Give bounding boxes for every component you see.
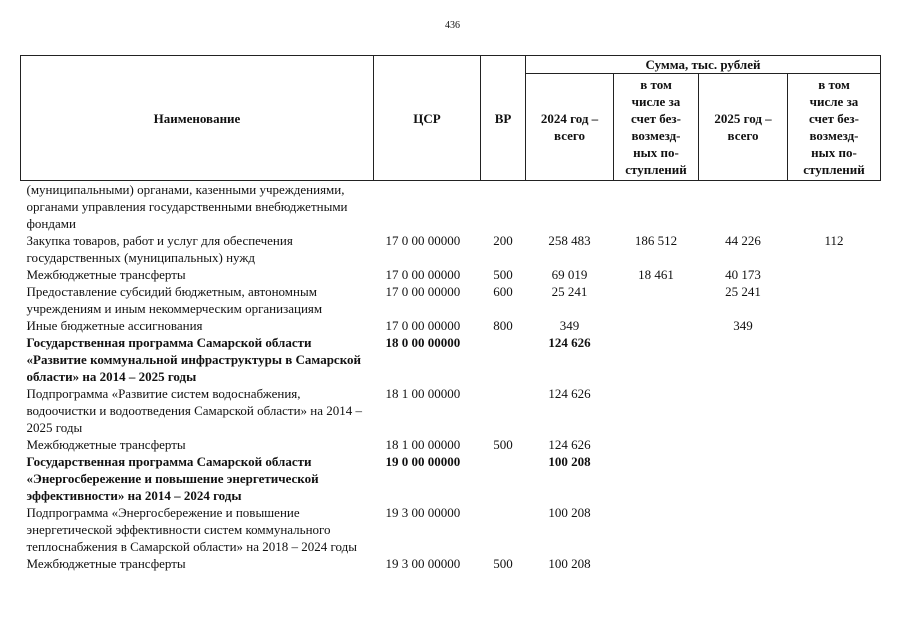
- row-csr: 18 1 00 00000: [385, 386, 461, 401]
- row-2024-free: 186 512: [634, 233, 678, 248]
- table-row: [21, 283, 881, 317]
- row-name: Подпрограмма «Развитие систем водоснабжения, водоочистки и водоотведения Самарской области» на 2014 – 2025 годы: [26, 386, 363, 435]
- row-name: Межбюджетные трансферты: [26, 556, 186, 571]
- row-2024-total: 69 019: [551, 267, 588, 282]
- row-2025-total: [699, 555, 788, 572]
- row-2025-total: [699, 453, 788, 504]
- row-2025-total: 349: [733, 318, 753, 333]
- row-2024-total: 100 208: [548, 454, 591, 469]
- row-2025-total: [699, 504, 788, 555]
- row-vr: 200: [493, 233, 513, 248]
- row-2025-free: 112: [824, 233, 844, 248]
- row-2024-total: 100 208: [548, 556, 591, 571]
- row-2024-total: [526, 181, 614, 233]
- budget-table: [20, 55, 881, 572]
- row-2025-total: 25 241: [725, 284, 761, 299]
- table-row: [21, 232, 881, 266]
- header-csr: ЦСР: [374, 56, 481, 181]
- table-row: [21, 555, 881, 572]
- row-name: Государственная программа Самарской области «Энергосбережение и повышение энергетической эффективности» на 2014 – 2024 годы: [26, 454, 319, 503]
- row-csr: 17 0 00 00000: [385, 267, 461, 282]
- table-row: [21, 436, 881, 453]
- header-2024-total: 2024 год – всего: [526, 74, 614, 181]
- table-row: [21, 317, 881, 334]
- header-name: Наименование: [21, 56, 374, 181]
- table-header: [21, 56, 881, 181]
- row-vr: [481, 334, 526, 385]
- row-csr: 17 0 00 00000: [385, 233, 461, 248]
- row-2025-free: [788, 283, 881, 317]
- row-2025-total: 44 226: [725, 233, 761, 248]
- row-2025-total: [699, 181, 788, 233]
- table-row-program: [21, 334, 881, 385]
- row-2024-free: [614, 385, 699, 436]
- row-2024-free: [614, 555, 699, 572]
- row-2025-free: [788, 181, 881, 233]
- row-csr: [374, 181, 481, 233]
- row-2024-free: [614, 436, 699, 453]
- row-2025-free: [788, 385, 881, 436]
- row-name: Межбюджетные трансферты: [26, 437, 186, 452]
- row-csr: 19 3 00 00000: [385, 556, 461, 571]
- table-row: [21, 504, 881, 555]
- header-2025-free: в том числе за счет без- возмезд- ных по- ступлений: [788, 74, 881, 181]
- row-2024-free: [614, 283, 699, 317]
- table-row-program: [21, 453, 881, 504]
- row-vr: 500: [493, 437, 513, 452]
- row-2024-free: [614, 504, 699, 555]
- row-csr: 19 0 00 00000: [385, 454, 461, 469]
- row-2024-total: 124 626: [548, 335, 591, 350]
- row-2024-total: 124 626: [548, 386, 591, 401]
- row-csr: 17 0 00 00000: [385, 284, 461, 299]
- row-vr: [481, 504, 526, 555]
- row-2025-free: [788, 436, 881, 453]
- row-vr: 500: [493, 556, 513, 571]
- row-2025-free: [788, 317, 881, 334]
- row-2025-free: [788, 334, 881, 385]
- row-name: Межбюджетные трансферты: [26, 267, 186, 282]
- row-2024-total: 25 241: [551, 284, 588, 299]
- header-2024-free: в том числе за счет без- возмезд- ных по- ступлений: [614, 74, 699, 181]
- row-csr: 17 0 00 00000: [385, 318, 461, 333]
- row-2025-free: [788, 555, 881, 572]
- row-name: Государственная программа Самарской области «Развитие коммунальной инфраструктуры в Самарской области» на 2014 – 2025 годы: [26, 335, 362, 384]
- row-2024-free: [614, 334, 699, 385]
- row-name: Иные бюджетные ассигнования: [26, 318, 203, 333]
- row-vr: 600: [493, 284, 513, 299]
- row-vr: [481, 453, 526, 504]
- table-row: [21, 266, 881, 283]
- row-2024-total: 100 208: [548, 505, 591, 520]
- header-vr: ВР: [481, 56, 526, 181]
- table-row: [21, 385, 881, 436]
- row-2025-total: [699, 334, 788, 385]
- row-csr: 18 1 00 00000: [385, 437, 461, 452]
- row-2025-total: 40 173: [725, 267, 761, 282]
- header-2025-total: 2025 год – всего: [699, 74, 788, 181]
- row-2024-total: 349: [559, 318, 580, 333]
- row-name: Предоставление субсидий бюджетным, автономным учреждениям и иным некоммерческим организациям: [26, 284, 323, 316]
- row-2025-free: [788, 504, 881, 555]
- row-vr: [481, 385, 526, 436]
- row-name: Подпрограмма «Энергосбережение и повышение энергетической эффективности систем коммунального теплоснабжения в Самарской области» на 2018 – 2024 годы: [26, 505, 358, 554]
- row-2024-free: [614, 317, 699, 334]
- row-name: (муниципальными) органами, казенными учреждениями, органами управления государственными внебюджетными фондами: [26, 182, 348, 231]
- row-2025-free: [788, 453, 881, 504]
- row-2025-total: [699, 436, 788, 453]
- page-number: 436: [445, 20, 460, 31]
- row-2024-free: [614, 181, 699, 233]
- row-vr: [481, 181, 526, 233]
- header-amount-group: Сумма, тыс. рублей: [526, 56, 881, 74]
- row-csr: 19 3 00 00000: [385, 505, 461, 520]
- row-2024-total: 258 483: [548, 233, 591, 248]
- row-2024-free: 18 461: [638, 267, 674, 282]
- row-csr: 18 0 00 00000: [385, 335, 461, 350]
- row-2024-free: [614, 453, 699, 504]
- row-name: Закупка товаров, работ и услуг для обеспечения государственных (муниципальных) нужд: [26, 233, 293, 265]
- row-2025-total: [699, 385, 788, 436]
- row-vr: 500: [493, 267, 513, 282]
- table-row: [21, 181, 881, 233]
- row-vr: 800: [493, 318, 513, 333]
- row-2024-total: 124 626: [548, 437, 591, 452]
- row-2025-free: [788, 266, 881, 283]
